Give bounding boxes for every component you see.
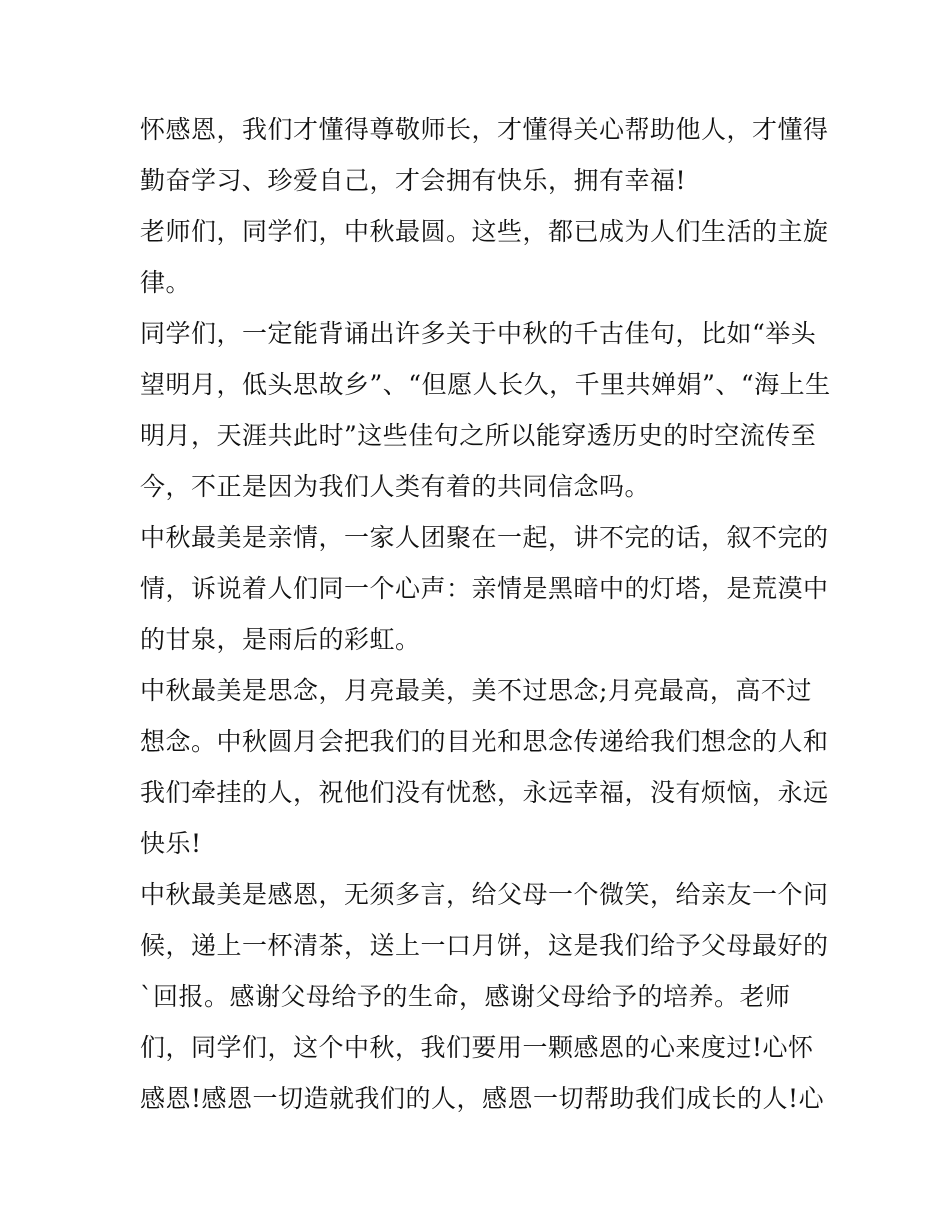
text-line: 同学们，一定能背诵出许多关于中秋的千古佳句，比如“举头 — [140, 319, 817, 348]
text-line: 候，递上一杯清茶，送上一口月饼，这是我们给予父母最好的 — [140, 931, 829, 960]
text-line: 中秋最美是感恩，无须多言，给父母一个微笑，给亲友一个问 — [140, 880, 829, 909]
text-line: 的甘泉，是雨后的彩虹。 — [140, 625, 421, 654]
text-line: 勤奋学习、珍爱自己，才会拥有快乐，拥有幸福! — [140, 166, 687, 195]
text-line: 老师们，同学们，中秋最圆。这些，都已成为人们生活的主旋 — [140, 217, 829, 246]
text-line: 们，同学们，这个中秋，我们要用一颗感恩的心来度过!心怀 — [140, 1033, 814, 1062]
text-line: 情，诉说着人们同一个心声：亲情是黑暗中的灯塔，是荒漠中 — [140, 574, 829, 603]
text-line: 中秋最美是思念，月亮最美，美不过思念;月亮最高，高不过 — [140, 676, 812, 705]
text-line: 今，不正是因为我们人类有着的共同信念吗。 — [140, 472, 651, 501]
text-line: 律。 — [140, 268, 192, 297]
text-line: 快乐! — [140, 829, 202, 858]
document-body — [140, 104, 831, 1124]
text-line: `回报。感谢父母给予的生命，感谢父母给予的培养。老师 — [140, 982, 791, 1011]
text-line: 望明月，低头思故乡”、“但愿人长久，千里共婵娟”、“海上生 — [140, 370, 831, 399]
text-line: 怀感恩，我们才懂得尊敬师长，才懂得关心帮助他人，才懂得 — [140, 115, 829, 144]
text-line: 感恩!感恩一切造就我们的人，感恩一切帮助我们成长的人!心 — [140, 1084, 825, 1113]
text-line: 明月，天涯共此时”这些佳句之所以能穿透历史的时空流传至 — [140, 421, 817, 450]
text-line: 我们牵挂的人，祝他们没有忧愁，永远幸福，没有烦恼，永远 — [140, 778, 829, 807]
text-line: 中秋最美是亲情，一家人团聚在一起，讲不完的话，叙不完的 — [140, 523, 829, 552]
text-line: 想念。中秋圆月会把我们的目光和思念传递给我们想念的人和 — [140, 727, 829, 756]
